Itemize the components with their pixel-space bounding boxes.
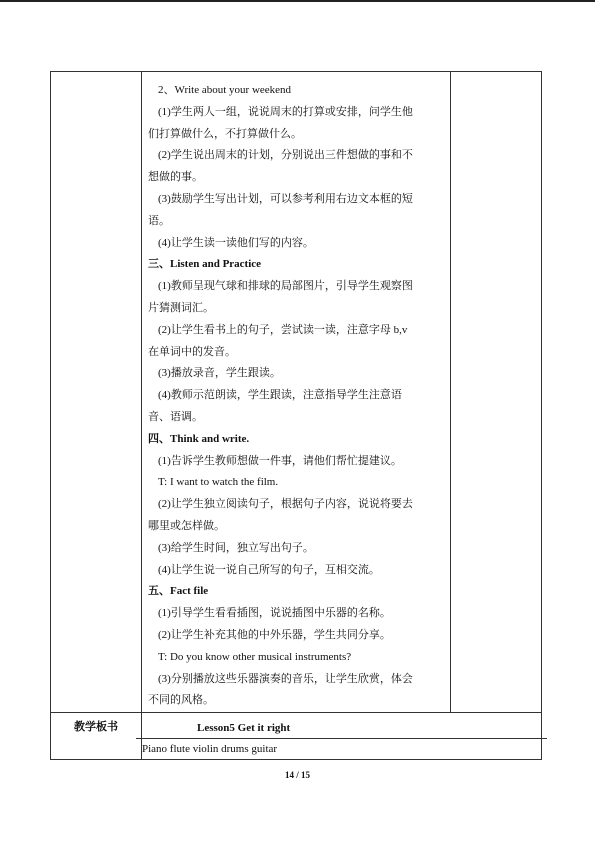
content-line: T: Do you know other musical instruments? [158,650,352,663]
content-line: (4)教师示范朗读，学生跟读，注意指导学生注意语 [158,389,402,402]
content-line: 不同的风格。 [148,694,214,707]
content-line: (1)引导学生看看插图，说说插图中乐器的名称。 [158,607,391,620]
content-line: (1)教师呈现气球和排球的局部图片，引导学生观察图 [158,280,413,293]
content-line: (4)让学生读一读他们写的内容。 [158,236,314,249]
board-words: Piano flute violin drums guitar [136,738,547,759]
procedure-row [51,72,542,713]
board-label-cell [51,713,142,760]
procedure-text [142,72,450,712]
content-line: (3)给学生时间，独立写出句子。 [158,541,314,554]
content-line: 想做的事。 [148,171,203,184]
content-line: 音、语调。 [148,410,203,423]
board-title: Lesson5 Get it right [197,722,291,735]
section-heading: 五、Fact file [148,585,209,598]
board-content [142,713,541,738]
content-line: 语。 [148,214,170,227]
left-cell [51,72,142,713]
lesson-plan-table [50,71,542,760]
content-line: (2)让学生补充其他的中外乐器，学生共同分享。 [158,628,391,641]
page-number: 14 / 15 [284,770,310,780]
board-row [51,713,542,760]
content-line: 在单词中的发音。 [148,345,236,358]
header-rule [0,0,595,2]
content-line: (3)鼓励学生写出计划，可以参考利用右边文本框的短 [158,192,413,205]
content-line: 们打算做什么，不打算做什么。 [148,127,302,140]
notes-cell [451,72,542,713]
content-line: (3)分别播放这些乐器演奏的音乐，让学生欣赏，体会 [158,672,413,685]
content-line: 哪里或怎样做。 [148,519,225,532]
content-line: (3)播放录音，学生跟读。 [158,367,281,380]
content-line: (4)让学生说一说自己所写的句子，互相交流。 [158,563,380,576]
content-line: 片猜测词汇。 [148,301,214,314]
board-cell [142,713,542,760]
section-heading: 四、Think and write. [148,432,250,445]
content-line: (2)学生说出周末的计划，分别说出三件想做的事和不 [158,149,413,162]
section-heading: 三、Listen and Practice [148,258,262,271]
content-line: T: I want to watch the film. [158,476,279,489]
content-line: 2、Write about your weekend [158,84,292,96]
procedure-cell [142,72,451,713]
board-label: 教学板书 [74,721,118,734]
content-line: (1)告诉学生教师想做一件事，请他们帮忙提建议。 [158,454,402,467]
content-line: (1)学生两人一组，说说周末的打算或安排，问学生他 [158,105,413,118]
content-line: (2)让学生独立阅读句子，根据句子内容，说说将要去 [158,498,413,511]
content-line: (2)让学生看书上的句子，尝试读一读，注意字母 b,v [158,323,408,336]
